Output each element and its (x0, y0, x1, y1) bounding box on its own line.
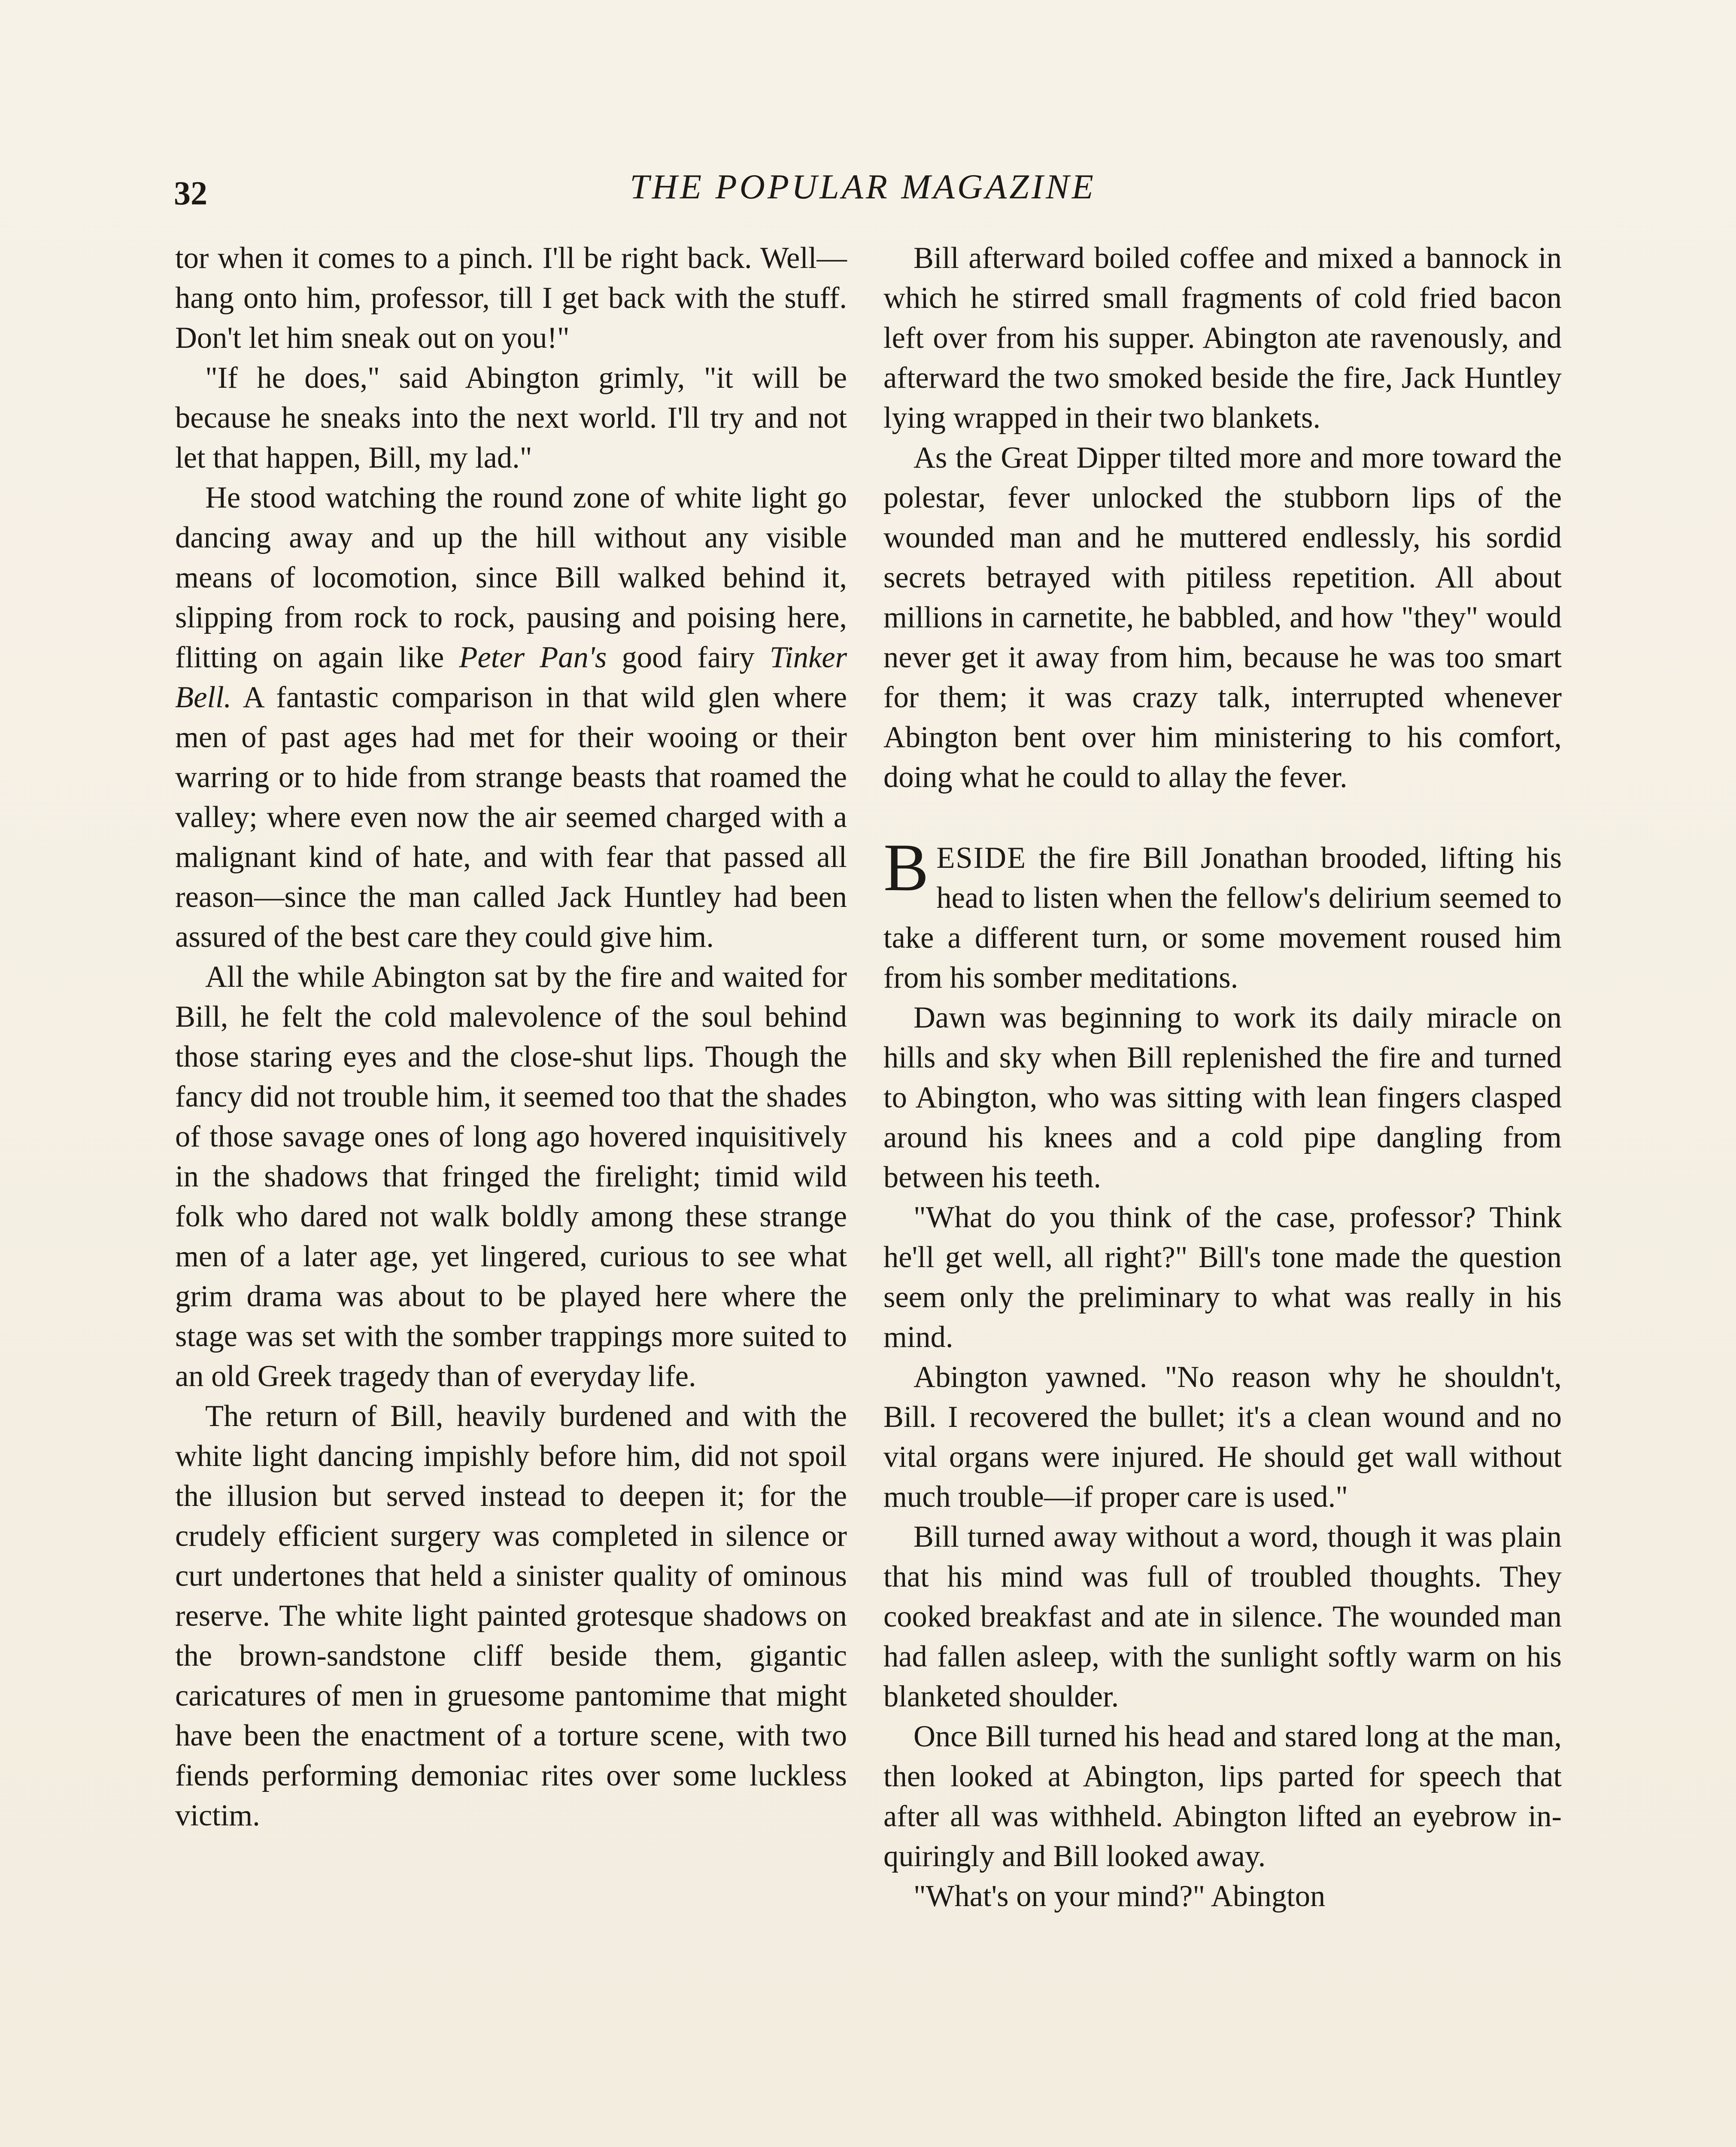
paragraph: Once Bill turned his head and stared long at the man, then looked at Abington, lips parted for speech that after all was withheld. Abington lifted an eyebrow inquiringly and Bill looked away. (883, 1720, 1562, 1873)
paragraph: tor when it comes to a pinch. I'll be right back. Well—hang onto him, professor, till I get back with the stuff. Don't let him sneak out on you!" (175, 241, 847, 355)
text-run: good fairy (607, 641, 770, 674)
paragraph: Dawn was beginning to work its daily miracle on hills and sky when Bill replenished the fire and turned to Abington, who was sitting with lean fingers clasped around his knees and a cold pipe dangling from between his teeth. (883, 1001, 1562, 1194)
page-number: 32 (174, 174, 207, 212)
paragraph: "If he does," said Abington grimly, "it will be because he sneaks into the next world. I'll try and not let that happen, Bill, my lad." (175, 361, 847, 474)
paragraph: Bill turned away without a word, though it was plain that his mind was full of troubled thoughts. They cooked breakfast and ate in silence. The wounded man had fallen asleep, with the sunlight softly warm on his blanketed shoulder. (883, 1520, 1562, 1713)
page-header (0, 159, 1736, 210)
text-run: A fantastic comparison in that wild glen where men of past ages had met for their wooing or their warring or to hide from strange beasts that roamed the valley; where even now the air seemed charged with a malignant kind of hate, and with fear that passed all reason—since the man called Jack Huntley had been assured of the best care they could give him. (175, 681, 847, 954)
paragraph: "What's on your mind?" Abington (914, 1879, 1326, 1913)
paragraph (175, 478, 847, 957)
paragraph: As the Great Dipper tilted more and more toward the polestar, fever unlocked the stubborn lips of the wounded man and he muttered endlessly, his sordid secrets betrayed with pitiless repetition. All about millions in carnetite, he babbled, and how "they" would never get it away from him, because he was too smart for them; it was crazy talk, interrupted whenever Abington bent over him ministering to his comfort, doing what he could to allay the fever. (883, 441, 1562, 794)
paragraph: All the while Abington sat by the fire and waited for Bill, he felt the cold malevolence of the soul behind those staring eyes and the close-shut lips. Though the fancy did not trouble him, it seemed too that the shades of those savage ones of long ago hovered inquisitively in the shadows that fringed the firelight; timid wild folk who dared not walk boldly among these strange men of a later age, yet lingered, curious to see what grim drama was about to be played here where the stage was set with the somber trappings more suited to an old Greek tragedy than of everyday life. (175, 960, 847, 1393)
right-column (883, 238, 1562, 1916)
left-column (175, 238, 847, 1836)
small-caps-text: ESIDE (936, 841, 1027, 875)
italic-text: Peter Pan's (459, 641, 607, 674)
paragraph: "What do you think of the case, professor? Think he'll get well, all right?" Bill's tone made the question seem only the preliminary to what was really in his mind. (883, 1201, 1562, 1354)
text-run: the fire Bill Jonathan brooded, lifting his head to listen when the fellow's delirium seemed to take a different turn, or some movement roused him from his somber meditations. (883, 841, 1562, 994)
section-opening-paragraph (883, 830, 1562, 998)
running-title: THE POPULAR MAGAZINE (630, 167, 1096, 206)
paragraph: The return of Bill, heavily burdened and with the white light dancing impishly before him, did not spoil the illusion but served instead to deepen it; for the crudely efficient surgery was completed in silence or curt undertones that held a sinister quality of ominous reserve. The white light painted grotesque shadows on the brown-sandstone cliff beside them, gigantic caricatures of men in gruesome pantomime that might have been the enactment of a torture scene, with two fiends performing demoniac rites over some luckless victim. (175, 1399, 847, 1832)
italic-text: Tinker Bell. (175, 641, 847, 714)
paragraph: Bill afterward boiled coffee and mixed a bannock in which he stirred small fragments of cold fried bacon left over from his supper. Abington ate ravenously, and afterward the two smoked beside the fire, Jack Huntley lying wrapped in their two blankets. (883, 241, 1562, 435)
text-run: He stood watching the round zone of white light go dancing away and up the hill without any visible means of locomotion, since Bill walked behind it, slipping from rock to rock, pausing and poising here, flitting on again like (175, 481, 847, 674)
drop-cap: B (883, 830, 929, 905)
paragraph: Abington yawned. "No reason why he shouldn't, Bill. I recovered the bullet; it's a clean wound and no vital organs were injured. He should get wall without much trouble—if proper care is used." (883, 1360, 1562, 1514)
